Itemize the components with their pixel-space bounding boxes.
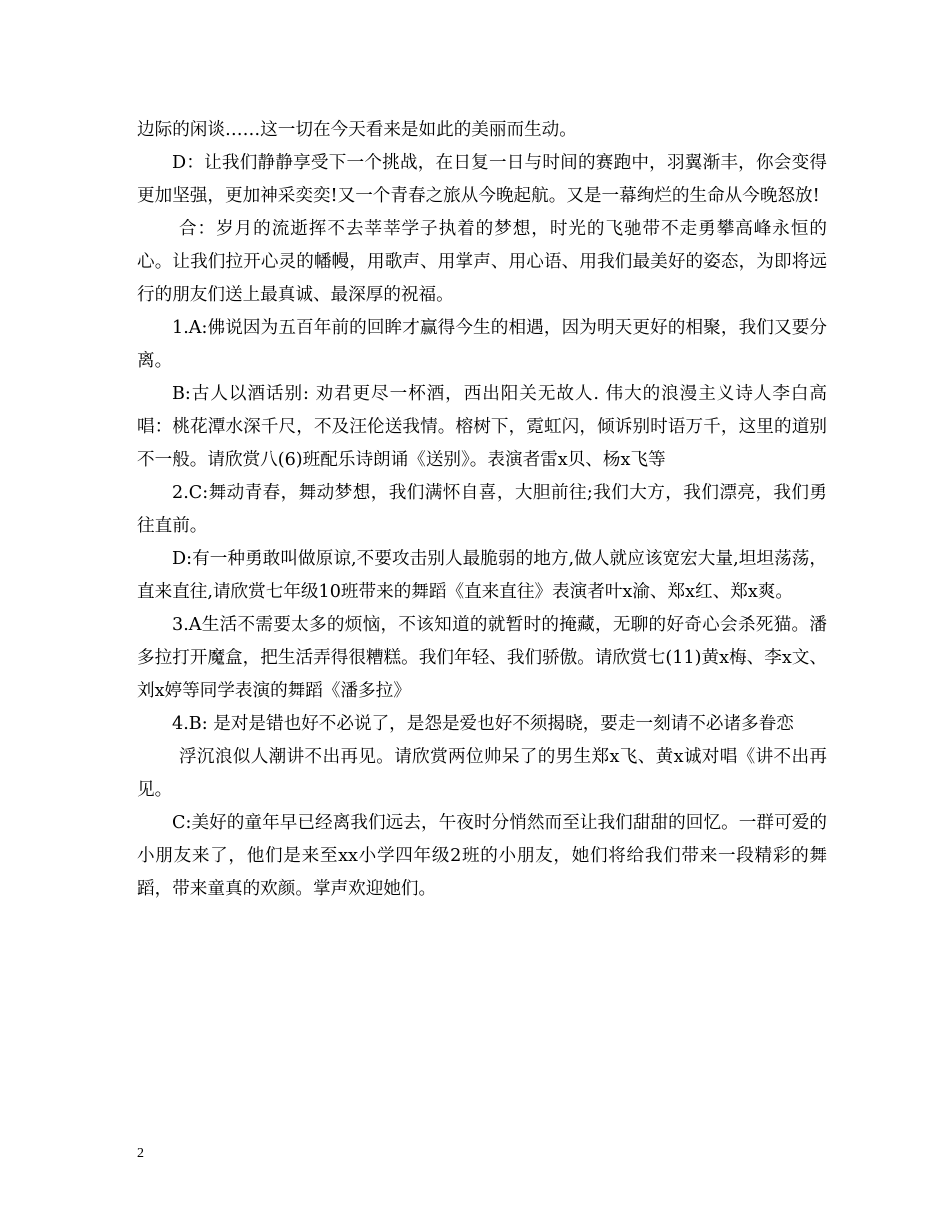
page-number: 2: [137, 1146, 144, 1161]
paragraph-item-2-d: D:有一种勇敢叫做原谅,不要攻击别人最脆弱的地方,做人就应该宽宏大量,坦坦荡荡，直来直往,请欣赏七年级10班带来的舞蹈《直来直往》表演者叶x渝、郑x红、郑x爽。: [137, 549, 827, 602]
paragraph-item-1-a: 1.A:佛说因为五百年前的回眸才赢得今生的相遇，因为明天更好的相聚，我们又要分离。: [137, 318, 827, 371]
paragraph-together: 合：岁月的流逝挥不去莘莘学子执着的梦想，时光的飞驰带不走勇攀高峰永恒的心。让我们拉开心灵的幡幔，用歌声、用掌声、用心语、用我们最美好的姿态，为即将远行的朋友们送上最真诚、最深厚的祝福。: [137, 219, 827, 305]
paragraph-item-c: C:美好的童年早已经离我们远去，午夜时分悄然而至让我们甜甜的回忆。一群可爱的小朋友来了，他们是来至xx小学四年级2班的小朋友，她们将给我们带来一段精彩的舞蹈，带来童真的欢颜。掌声欢迎她们。: [137, 813, 827, 899]
paragraph-item-3-a: 3.A生活不需要太多的烦恼，不该知道的就暂时的掩藏，无聊的好奇心会杀死猫。潘多拉打开魔盒，把生活弄得很糟糕。我们年轻、我们骄傲。请欣赏七(11)黄x梅、李x文、刘x婷等同学表演的舞蹈《潘多拉》: [137, 615, 827, 701]
paragraph-item-1-b: B:古人以酒话别: 劝君更尽一杯酒，西出阳关无故人. 伟大的浪漫主义诗人李白高唱：桃花潭水深千尺，不及汪伦送我情。榕树下，霓虹闪，倾诉别时语万千，这里的道别不一般。请欣赏八(6)班配乐诗朗诵《送别》。表演者雷x贝、杨x飞等: [137, 384, 827, 470]
paragraph-item-4-lyrics: 浮沉浪似人潮讲不出再见。请欣赏两位帅呆了的男生郑x飞、黄x诚对唱《讲不出再见。: [137, 747, 827, 800]
paragraph-item-2-c: 2.C:舞动青春，舞动梦想，我们满怀自喜，大胆前往;我们大方，我们漂亮，我们勇往直前。: [137, 483, 827, 536]
paragraph-item-4-b: 4.B: 是对是错也好不必说了，是怨是爱也好不须揭晓，要走一刻请不必诸多眷恋: [172, 714, 794, 734]
document-body: [137, 114, 827, 906]
paragraph-continuation: 边际的闲谈……这一切在今天看来是如此的美丽而生动。: [137, 120, 577, 140]
paragraph-host-d: D：让我们静静享受下一个挑战，在日复一日与时间的赛跑中，羽翼渐丰，你会变得更加坚强，更加神采奕奕!又一个青春之旅从今晚起航。又是一幕绚烂的生命从今晚怒放!: [137, 153, 827, 206]
